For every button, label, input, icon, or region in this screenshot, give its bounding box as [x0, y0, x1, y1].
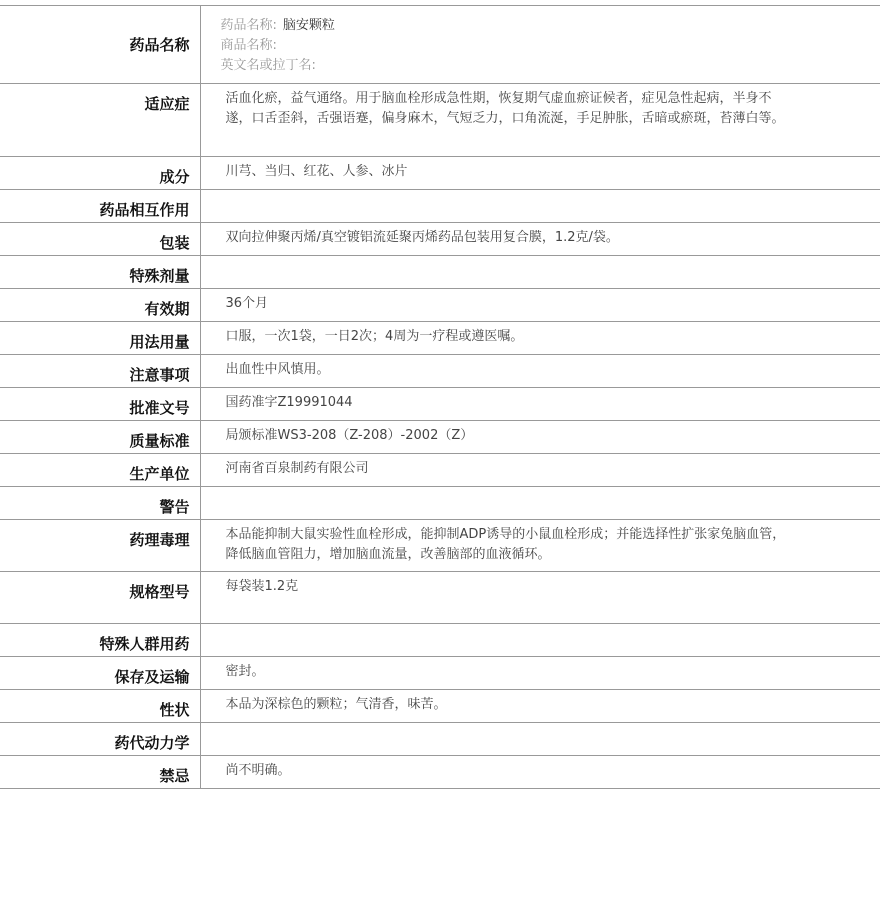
drug-name-value: 脑安颗粒	[282, 18, 335, 33]
table-row	[0, 572, 880, 624]
row-label: 药品相互作用	[0, 190, 200, 223]
row-value	[200, 256, 880, 289]
row-label: 药品名称	[0, 6, 200, 84]
table-row	[0, 190, 880, 223]
row-value: 本品为深棕色的颗粒；气清香，味苦。	[200, 690, 880, 723]
row-label: 质量标准	[0, 421, 200, 454]
row-label: 规格型号	[0, 572, 200, 624]
row-value: 尚不明确。	[200, 756, 880, 789]
trade-name-line	[221, 36, 791, 56]
table-row	[0, 223, 880, 256]
table-row	[0, 520, 880, 572]
info-rows	[0, 84, 880, 789]
row-label: 适应症	[0, 84, 200, 157]
name-block	[211, 16, 791, 76]
row-label: 包装	[0, 223, 200, 256]
table-row	[0, 355, 880, 388]
table-row-drug-name	[0, 6, 880, 84]
row-label: 禁忌	[0, 756, 200, 789]
row-label: 批准文号	[0, 388, 200, 421]
table-row	[0, 756, 880, 789]
table-row	[0, 157, 880, 190]
row-value: 活血化瘀，益气通络。用于脑血栓形成急性期，恢复期气虚血瘀证候者，症见急性起病，半身不遂，口舌歪斜，舌强语蹇，偏身麻木，气短乏力，口角流涎，手足肿胀，舌暗或瘀斑，苔薄白等。	[200, 84, 880, 157]
row-label: 生产单位	[0, 454, 200, 487]
row-value: 川芎、当归、红花、人参、冰片	[200, 157, 880, 190]
table-row	[0, 454, 880, 487]
row-label: 有效期	[0, 289, 200, 322]
row-value: 每袋装1.2克	[200, 572, 880, 624]
table-row	[0, 289, 880, 322]
row-label: 注意事项	[0, 355, 200, 388]
row-value: 口服，一次1袋，一日2次；4周为一疗程或遵医嘱。	[200, 322, 880, 355]
row-label: 警告	[0, 487, 200, 520]
latin-name-line	[221, 56, 791, 76]
table-row	[0, 487, 880, 520]
row-value: 双向拉伸聚丙烯/真空镀铝流延聚丙烯药品包装用复合膜，1.2克/袋。	[200, 223, 880, 256]
latin-name-key: 英文名或拉丁名:	[220, 58, 316, 73]
row-label: 特殊剂量	[0, 256, 200, 289]
name-block-cell	[200, 6, 880, 84]
row-value: 36个月	[200, 289, 880, 322]
row-value: 出血性中风慎用。	[200, 355, 880, 388]
row-value: 河南省百泉制药有限公司	[200, 454, 880, 487]
row-label: 用法用量	[0, 322, 200, 355]
table-row	[0, 322, 880, 355]
row-label: 药代动力学	[0, 723, 200, 756]
row-value: 本品能抑制大鼠实验性血栓形成，能抑制ADP诱导的小鼠血栓形成；并能选择性扩张家兔脑血管，降低脑血管阻力，增加脑血流量，改善脑部的血液循环。	[200, 520, 880, 572]
row-value	[200, 624, 880, 657]
row-value	[200, 190, 880, 223]
row-value: 国药准字Z19991044	[200, 388, 880, 421]
row-value: 密封。	[200, 657, 880, 690]
row-value	[200, 723, 880, 756]
drug-info-table	[0, 5, 880, 789]
row-label: 药理毒理	[0, 520, 200, 572]
table-row	[0, 723, 880, 756]
table-row	[0, 657, 880, 690]
table-row	[0, 624, 880, 657]
row-value: 局颁标准WS3-208（Z-208）-2002（Z）	[200, 421, 880, 454]
row-label: 成分	[0, 157, 200, 190]
table-row	[0, 388, 880, 421]
row-value	[200, 487, 880, 520]
row-label: 性状	[0, 690, 200, 723]
row-label: 特殊人群用药	[0, 624, 200, 657]
row-label: 保存及运输	[0, 657, 200, 690]
trade-name-key: 商品名称:	[220, 38, 277, 53]
table-row	[0, 84, 880, 157]
table-row	[0, 421, 880, 454]
drug-name-key: 药品名称:	[220, 18, 277, 33]
drug-name-line	[221, 16, 791, 36]
table-row	[0, 256, 880, 289]
table-row	[0, 690, 880, 723]
